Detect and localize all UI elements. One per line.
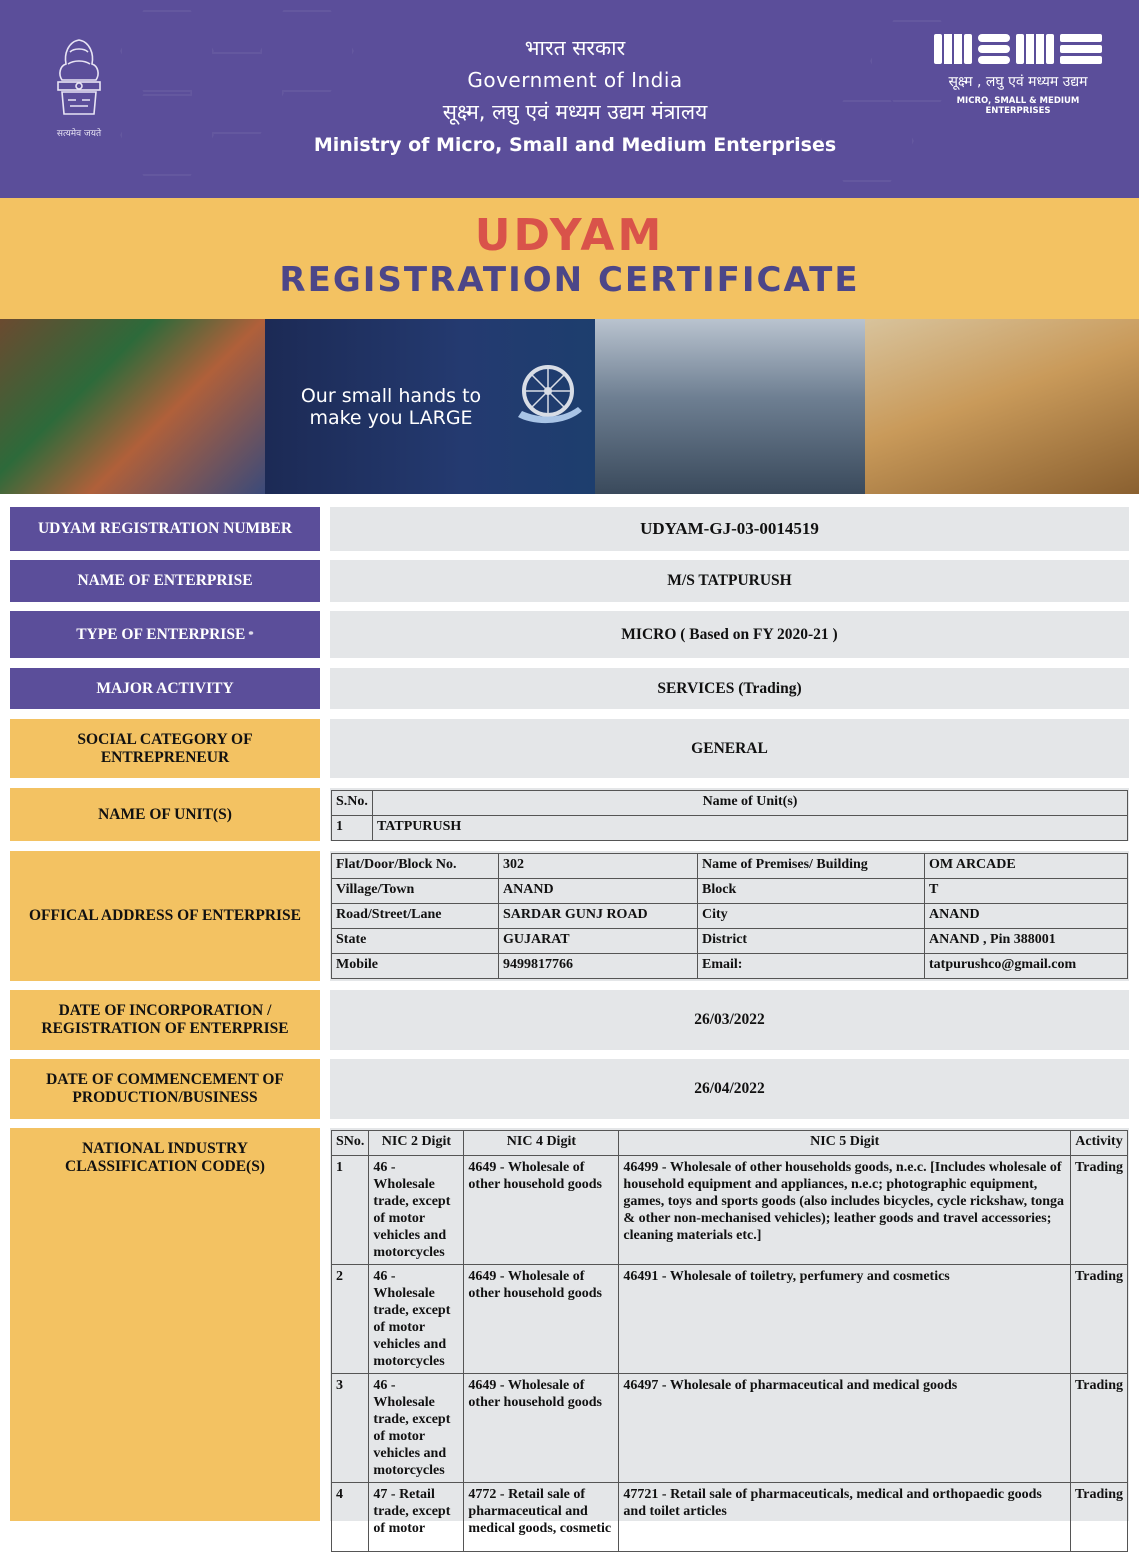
emblem-motto: सत्यमेव जयते [56, 129, 102, 139]
nic-cell-nic4: 4649 - Wholesale of other household goods [464, 1156, 619, 1265]
label-enterprise-type-text: TYPE OF ENTERPRISE [76, 625, 246, 643]
label-nic-codes: NATIONAL INDUSTRY CLASSIFICATION CODE(S) [10, 1128, 320, 1521]
units-cell-sno: 1 [332, 816, 373, 841]
nic-cell-activity: Trading [1071, 1483, 1128, 1552]
address-value-cell: GUJARAT [499, 929, 698, 954]
header-hindi-government: भारत सरकार [524, 36, 626, 60]
address-value-cell: ANAND [925, 904, 1128, 929]
nic-cell-nic5: 46497 - Wholesale of pharmaceutical and medical goods [619, 1374, 1071, 1483]
value-enterprise-type: MICRO ( Based on FY 2020-21 ) [330, 611, 1129, 658]
label-enterprise-type [10, 611, 320, 658]
table-header-row [332, 1131, 1128, 1156]
msme-english-tagline: MICRO, SMALL & MEDIUM ENTERPRISES [956, 96, 1080, 116]
address-value-cell: 302 [499, 854, 698, 879]
address-label-cell: Block [698, 879, 925, 904]
address-value-cell: OM ARCADE [925, 854, 1128, 879]
address-label-cell: City [698, 904, 925, 929]
label-major-activity: MAJOR ACTIVITY [10, 668, 320, 709]
nic-cell-nic2: 46 - Wholesale trade, except of motor vehicles and motorcycles [369, 1374, 464, 1483]
value-registration-number: UDYAM-GJ-03-0014519 [330, 507, 1129, 551]
label-incorporation-date: DATE OF INCORPORATION / REGISTRATION OF ENTERPRISE [10, 990, 320, 1050]
footnote-marker: * [248, 628, 254, 641]
label-commencement-date: DATE OF COMMENCEMENT OF PRODUCTION/BUSINESS [10, 1059, 320, 1119]
address-label-cell: District [698, 929, 925, 954]
label-enterprise-name: NAME OF ENTERPRISE [10, 560, 320, 602]
nic-cell-nic5: 47721 - Retail sale of pharmaceuticals, medical and orthopaedic goods and toilet articles [619, 1483, 1071, 1552]
nic-cell-activity: Trading [1071, 1374, 1128, 1483]
table-row [332, 854, 1128, 879]
nic-header-nic4: NIC 4 Digit [464, 1131, 619, 1156]
header-government-of-india: Government of India [467, 68, 683, 92]
msme-hindi-tagline: सूक्ष्म , लघु एवं मध्यम उद्यम [948, 74, 1088, 90]
nic-cell-activity: Trading [1071, 1156, 1128, 1265]
nic-cell-nic2: 46 - Wholesale trade, except of motor vehicles and motorcycles [369, 1265, 464, 1374]
nic-cell-nic5: 46491 - Wholesale of toiletry, perfumery and cosmetics [619, 1265, 1071, 1374]
nic-cell-sno: 4 [332, 1483, 369, 1552]
nic-cell-nic5: 46499 - Wholesale of other households goods, n.e.c. [Includes wholesale of household equipment and appliances, n.e.c; photographic equipment, games, toys and sports goods (also includes bicycles, cycle rickshaw, tonga & other non-mechanised vehicles); leather goods and travel accessories; cleaning materials etc.] [619, 1156, 1071, 1265]
nic-cell-sno: 3 [332, 1374, 369, 1483]
table-row [332, 1483, 1128, 1552]
table-row [332, 1265, 1128, 1374]
address-label-cell: Name of Premises/ Building [698, 854, 925, 879]
nic-codes-table [331, 1130, 1128, 1552]
banner-farm-image [865, 319, 1139, 494]
table-row [332, 904, 1128, 929]
address-label-cell: Village/Town [332, 879, 499, 904]
nic-cell-nic2: 46 - Wholesale trade, except of motor vehicles and motorcycles [369, 1156, 464, 1265]
address-label-cell: Road/Street/Lane [332, 904, 499, 929]
banner-slogan: Our small hands to make you LARGE [300, 385, 482, 429]
nic-header-activity: Activity [1071, 1131, 1128, 1156]
units-cell-name: TATPURUSH [373, 816, 1128, 841]
address-label-cell: Mobile [332, 954, 499, 979]
address-value-cell: 9499817766 [499, 954, 698, 979]
nic-cell-nic4: 4649 - Wholesale of other household goods [464, 1374, 619, 1483]
nic-cell-sno: 2 [332, 1265, 369, 1374]
value-commencement-date: 26/04/2022 [330, 1059, 1129, 1119]
value-enterprise-name: M/S TATPURUSH [330, 560, 1129, 602]
value-social-category: GENERAL [330, 719, 1129, 778]
nic-cell-nic2: 47 - Retail trade, except of motor [369, 1483, 464, 1552]
label-official-address: OFFICAL ADDRESS OF ENTERPRISE [10, 851, 320, 981]
address-value-cell: SARDAR GUNJ ROAD [499, 904, 698, 929]
nic-header-nic5: NIC 5 Digit [619, 1131, 1071, 1156]
nic-header-sno: SNo. [332, 1131, 369, 1156]
address-value-cell: ANAND , Pin 388001 [925, 929, 1128, 954]
address-value-cell: T [925, 879, 1128, 904]
ministry-header [0, 0, 1139, 198]
address-table [331, 853, 1128, 979]
units-table [331, 790, 1128, 841]
label-social-category: SOCIAL CATEGORY OF ENTREPRENEUR [10, 719, 320, 778]
header-hindi-ministry: सूक्ष्म, लघु एवं मध्यम उद्यम मंत्रालय [442, 100, 708, 124]
table-header-row [332, 791, 1128, 816]
nic-header-nic2: NIC 2 Digit [369, 1131, 464, 1156]
units-header-name: Name of Unit(s) [373, 791, 1128, 816]
nic-cell-sno: 1 [332, 1156, 369, 1265]
banner-office-image [595, 319, 865, 494]
label-unit-names: NAME OF UNIT(S) [10, 788, 320, 841]
address-value-cell: tatpurushco@gmail.com [925, 954, 1128, 979]
value-major-activity: SERVICES (Trading) [330, 668, 1129, 709]
chakra-wheel-icon [512, 359, 584, 431]
nic-cell-nic4: 4772 - Retail sale of pharmaceutical and medical goods, cosmetic [464, 1483, 619, 1552]
table-row [332, 929, 1128, 954]
address-label-cell: State [332, 929, 499, 954]
header-ministry-name: Ministry of Micro, Small and Medium Enterprises [313, 134, 837, 156]
address-value-cell: ANAND [499, 879, 698, 904]
table-row [332, 816, 1128, 841]
nic-cell-activity: Trading [1071, 1265, 1128, 1374]
units-header-sno: S.No. [332, 791, 373, 816]
banner-artisan-image [0, 319, 265, 494]
promo-banner [0, 319, 1139, 494]
table-row [332, 1156, 1128, 1265]
address-label-cell: Email: [698, 954, 925, 979]
label-registration-number: UDYAM REGISTRATION NUMBER [10, 507, 320, 551]
table-row [332, 879, 1128, 904]
msme-logo-icon [934, 32, 1104, 66]
table-row [332, 1374, 1128, 1483]
nic-cell-nic4: 4649 - Wholesale of other household goods [464, 1265, 619, 1374]
udyam-title: UDYAM [474, 210, 665, 261]
table-row [332, 954, 1128, 979]
registration-certificate-title: REGISTRATION CERTIFICATE [279, 260, 860, 300]
value-incorporation-date: 26/03/2022 [330, 990, 1129, 1050]
address-label-cell: Flat/Door/Block No. [332, 854, 499, 879]
